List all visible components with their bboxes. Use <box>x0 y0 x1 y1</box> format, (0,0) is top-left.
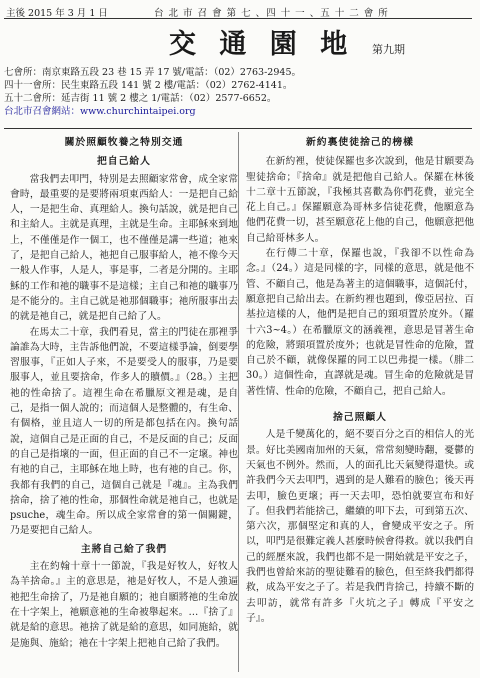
church-name: 台 北 市 召 會 第 七 、四 十 一 、五 十 二 會 所 <box>154 8 389 19</box>
address-line: 四十一會所：民生東路五段 141 號 2 樓/電話：（02）2762-4141。 <box>4 80 293 91</box>
article-heading: 關於照顧牧養之特別交通 <box>64 137 184 148</box>
top-header-bar <box>4 3 472 19</box>
newsletter-title: 交 通 園 地 <box>169 29 355 60</box>
paragraph: 在新約裡，使徒保羅也多次說到，他是甘願要為聖徒捨命；『捨命』就是把他自己給人。保羅在林後十二章十五節說，『我極其喜歡為你們花費，並完全花上自己。』保羅願意為哥林多信徒花費，他願意為他們花費一切，甚至願意花上他的自己，他願意把他自己給哥林多人。 <box>246 156 474 244</box>
left-column <box>10 135 238 651</box>
paragraph: 人是千變萬化的，絕不要百分之百的相信人的光景。好比美國南加州的天氣，常常刻變時翻，憂鬱的天氣也不例外。然而，人的面孔比天氣變得還快。或許我們今天去叩門，遇到的是人難看的臉色；後天再去叩，臉色更壞；再一天去叩，恐怕就要宣布和好了。但我們若能捨己，繼續的叩下去，可到第五次、第六次，那個堅定和真的人，會變成平安之子。所以，叩門是很難定義人甚麼時候會得救。就以我們自己的經歷來說，我們也都不是一開始就是平安之子，我們也曾給來訪的聖徒難看的臉色，但至終我們都得救，成為平安之子了。若是我們肯捨己，持續不斷的去叩訪，就常有許多『火坑之子』轉成『平安之子』。 <box>246 429 474 624</box>
issue-number: 第九期 <box>372 43 405 56</box>
section-title: 捨己照顧人 <box>333 412 387 424</box>
paragraph: 在行傳二十章，保羅也說，『我卻不以性命為念。』（24。）這是同樣的字，同樣的意思，就是他不管、不顧自己，他是為著主的這個職事，這個託付，願意把自己給出去。在新約裡也題到，像亞居拉、百基拉這樣的人，他們是把自己的頸項置於度外。（羅十六3~4。）在希臘原文的涵義裡，意思是冒著生命的危險，將頸項置於度外；也就是冒性命的危險，置自己於不顧，就像保羅的同工以巴弗提一樣。（腓二30。）這個性命，直譯就是魂。冒生命的危險就是冒著性情、性命的危險，不顧自己，把自己給人。 <box>246 248 474 397</box>
right-column <box>246 135 474 626</box>
paragraph: 主在約翰十章十一節說，『我是好牧人，好牧人為羊捨命。』主的意思是，祂是好牧人，不是人強逼祂把生命捨了，乃是祂自願的；祂自願將祂的生命放在十字架上，祂願意祂的生命被舉起來。…『捨了』就是給的意思。祂捨了就是給的意思，如同施給，就是施與、施給；祂在十字架上把祂自己給了我們。 <box>10 561 238 649</box>
masthead <box>4 22 472 62</box>
address-line: 五十二會所：延吉街 11 號 2 樓之 1/電話：（02）2577-6652。 <box>4 93 277 104</box>
paragraph: 在馬太二十章，我們看見，當主的門徒在那裡爭論誰為大時，主告訴他們說，不要這樣爭論，倒要學習服事，『正如人子來，不是要受人的服事，乃是要服事人，並且要捨命，作多人的贖價。』（28。）主把祂的性命捨了。這裡生命在希臘原文裡是魂，是自己，是指一個人說的；而這個人是整體的，有生命、有個格，並且這人一切的所是都包括在內。換句話說，這個自己是正面的自己，不是反面的自己；反面的自己是指壞的一面，但正面的自己不一定壞。神也有祂的自己，主耶穌在地上時，也有祂的自己。你，我都有我們的自己，這個自己就是『魂』。主為我們捨命，捨了祂的性命，那個性命就是祂自己，也就是psuche，魂生命。所以成全家常會的第一個關鍵，乃是要把自己給人。 <box>10 326 238 537</box>
address-line: 七會所：南京東路五段 23 巷 15 弄 17 號/電話：（02）2763-2945。 <box>4 67 301 78</box>
website-link[interactable]: 台北市召會網站：www.churchintaipei.org <box>4 106 196 117</box>
paragraph: 當我們去叩門，特別是去照顧家常會，成全家常會時，最重要的是要將兩項東西給人：一是把自己給人，一是把生命、真理給人。換句話說，就是把自己和主給人。主就是真理，主就是生命。主耶穌來到地上，不僅僅是作一個工，也不僅僅是講一些道；祂來了，是把自己給人，祂把自己服事給人，祂不像今天一般人作事，人是人，事是事，二者是分開的。主耶穌的工作和祂的職事不是這樣；主自己和祂的職事乃是不能分的。主自己就是祂那個職事；祂所服事出去的就是祂自己，就是把自己給了人。 <box>10 173 238 323</box>
section-title: 主將自己給了我們 <box>80 543 168 555</box>
address-block <box>4 66 472 118</box>
section-title: 把自己給人 <box>97 156 151 168</box>
column-divider <box>238 132 239 672</box>
header-divider <box>4 128 472 129</box>
article-heading: 新約裏使徒捨己的榜樣 <box>306 137 414 148</box>
issue-date: 主後 2015 年 3 月 1 日 <box>6 8 108 19</box>
